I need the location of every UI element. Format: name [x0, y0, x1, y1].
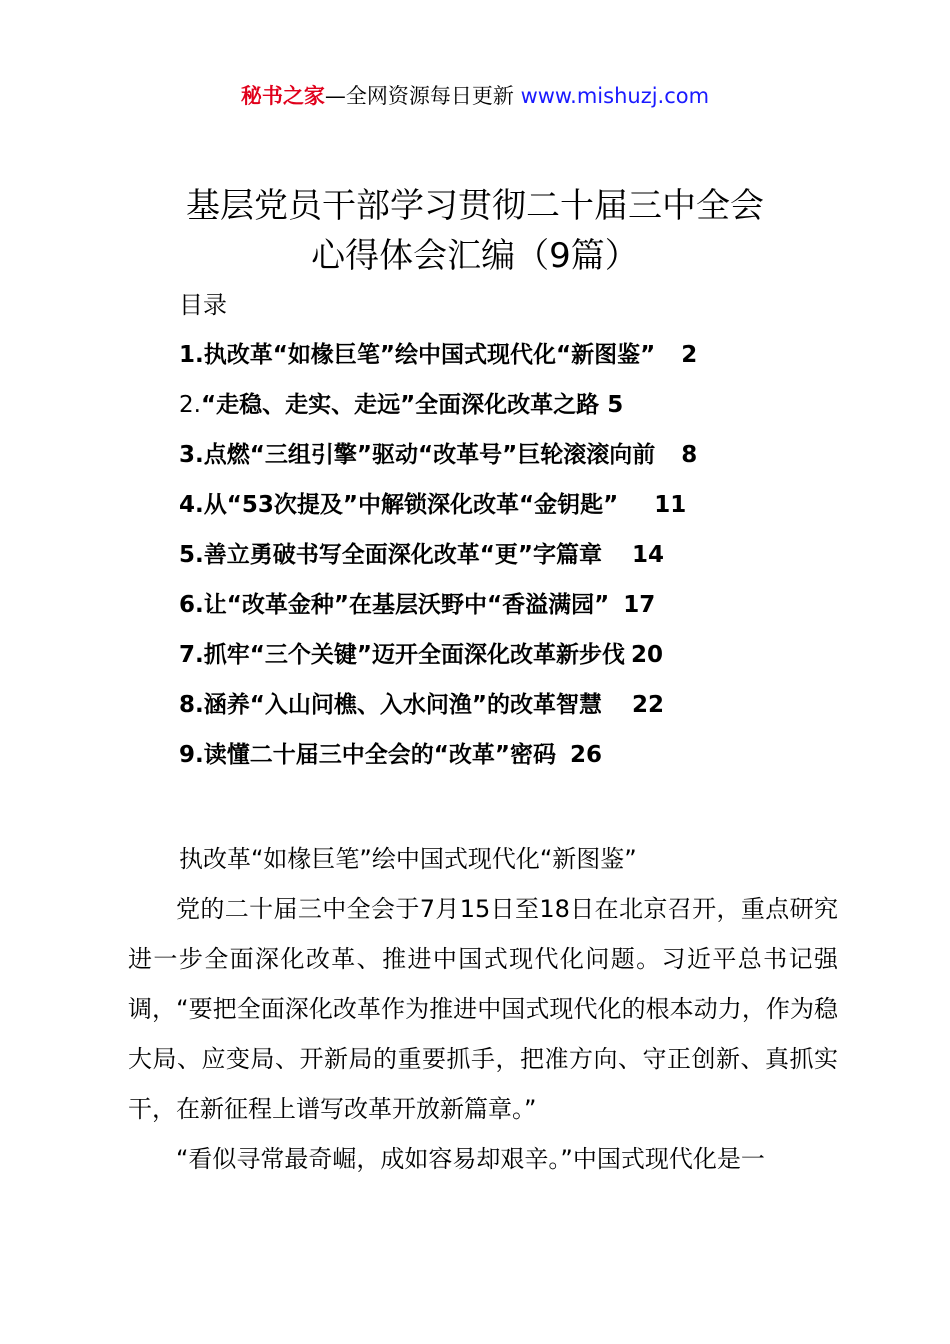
toc-entry-4[interactable] — [179, 487, 697, 537]
toc-entry-number: 7. — [179, 642, 204, 668]
toc-entry-number: 3. — [179, 442, 204, 468]
toc-entry-page: 11 — [654, 492, 687, 518]
toc-entry-5[interactable] — [179, 537, 697, 587]
toc-heading: 目录 — [179, 291, 227, 319]
site-url-link[interactable]: www.mishuzj.com — [520, 84, 710, 108]
toc-entry-text: 读懂二十届三中全会的“改革”密码 — [203, 742, 556, 768]
toc-entry-page: 26 — [569, 742, 602, 768]
toc-entry-number: 2. — [179, 392, 201, 418]
site-header — [0, 82, 950, 110]
toc-entry-text: 点燃“三组引擎”驱动“改革号”巨轮滚滚向前 — [203, 442, 656, 468]
toc-entry-2[interactable] — [179, 387, 697, 437]
toc-entry-number: 9. — [179, 742, 204, 768]
toc-entry-9[interactable] — [179, 737, 697, 787]
document-title-line-2: 心得体会汇编（9篇） — [311, 236, 639, 276]
document-title-line-1: 基层党员干部学习贯彻二十届三中全会 — [186, 186, 764, 226]
toc-entry-page: 20 — [630, 642, 663, 668]
document-body — [128, 834, 838, 1184]
site-brand: 秘书之家 — [240, 84, 325, 108]
toc-entry-text: 抓牢“三个关键”迈开全面深化改革新步伐 — [203, 642, 625, 668]
toc-entry-6[interactable] — [179, 587, 697, 637]
toc-entry-number: 6. — [179, 592, 204, 618]
toc-entry-number: 4. — [179, 492, 204, 518]
toc-entry-number: 5. — [179, 542, 204, 568]
toc-entry-text: 善立勇破书写全面深化改革“更”字篇章 — [203, 542, 602, 568]
table-of-contents — [179, 337, 697, 787]
toc-entry-1[interactable] — [179, 337, 697, 387]
toc-entry-text: 涵养“入山问樵、入水问渔”的改革智慧 — [203, 692, 602, 718]
toc-entry-page: 22 — [631, 692, 664, 718]
toc-entry-page: 8 — [681, 442, 698, 468]
body-paragraph-1: 党的二十届三中全会于7月15日至18日在北京召开，重点研究进一步全面深化改革、推进中国式现代化问题。习近平总书记强调，“要把全面深化改革作为推进中国式现代化的根本动力，作为稳大局、应变局、开新局的重要抓手，把准方向、守正创新、真抓实干，在新征程上谱写改革开放新篇章。” — [128, 895, 838, 1123]
toc-entry-8[interactable] — [179, 687, 697, 737]
site-slogan: —全网资源每日更新 — [324, 84, 521, 108]
toc-entry-number: 8. — [179, 692, 204, 718]
toc-entry-page: 5 — [607, 392, 624, 418]
toc-entry-page: 2 — [681, 342, 698, 368]
toc-entry-number: 1. — [179, 342, 204, 368]
toc-entry-text: 让“改革金种”在基层沃野中“香溢满园” — [203, 592, 610, 618]
toc-entry-text: “走稳、走实、走远”全面深化改革之路 — [200, 392, 600, 418]
toc-entry-text: 从“53次提及”中解锁深化改革“金钥匙” — [203, 492, 619, 518]
toc-entry-page: 14 — [631, 542, 664, 568]
toc-entry-7[interactable] — [179, 637, 697, 687]
toc-entry-page: 17 — [623, 592, 656, 618]
toc-entry-text: 执改革“如椽巨笔”绘中国式现代化“新图鉴” — [203, 342, 656, 368]
toc-entry-3[interactable] — [179, 437, 697, 487]
body-paragraph-2: “看似寻常最奇崛，成如容易却艰辛。”中国式现代化是一 — [176, 1145, 765, 1173]
section-title: 执改革“如椽巨笔”绘中国式现代化“新图鉴” — [179, 845, 637, 873]
